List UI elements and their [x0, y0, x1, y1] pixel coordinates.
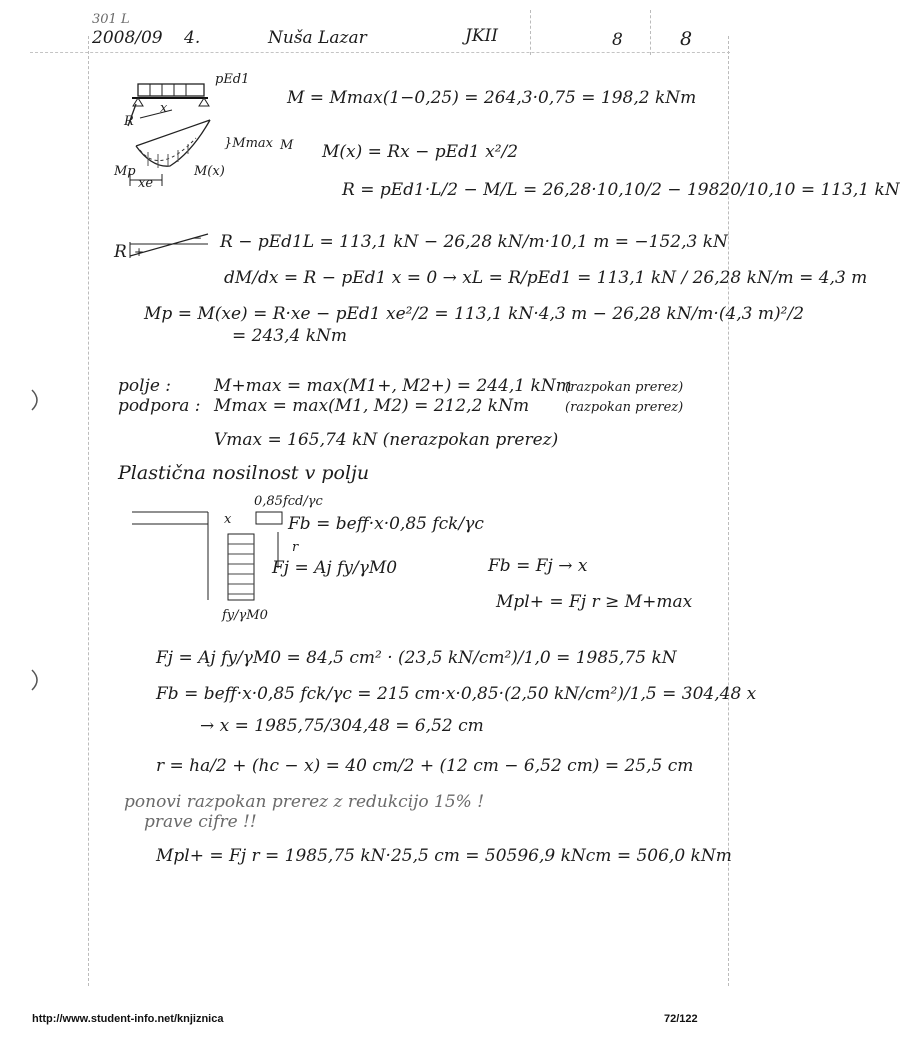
label-podpora: podpora : — [118, 396, 201, 416]
design-shear-max: Vmax = 165,74 kN (nerazpokan prerez) — [214, 430, 559, 450]
margin-line-right — [728, 36, 729, 986]
note-support-cracked: (razpokan prerez) — [565, 400, 684, 415]
equation-m-of-x: M(x) = Rx − pEd1 x²/2 — [322, 142, 519, 162]
header-points-2: 8 — [680, 28, 693, 50]
section-heading: Plastična nosilnost v polju — [118, 462, 370, 484]
moment-baseline — [136, 120, 210, 146]
diagram-mmax-label: }Mmax — [224, 136, 273, 151]
calc-fj: Fj = Aj fy/γM0 = 84,5 cm² · (23,5 kN/cm²)/1,0 = 1985,75 kN — [156, 648, 677, 668]
diagram-reaction-label: R — [124, 114, 134, 129]
equation-mp-result: = 243,4 kNm — [232, 326, 348, 346]
equation-shear-end: R − pEd1L = 113,1 kN − 26,28 kN/m·10,1 m = −152,3 kN — [220, 232, 728, 252]
moment-curve — [136, 120, 210, 166]
diagram-xe-label: xe — [138, 176, 154, 191]
shear-minus-sign: − — [192, 231, 203, 245]
shear-plus-sign: + — [134, 245, 145, 259]
equation-mp: Mp = M(xe) = R·xe − pEd1 xe²/2 = 113,1 kN·4,3 m − 26,28 kN/m·(4,3 m)²/2 — [144, 304, 805, 324]
calc-x: → x = 1985,75/304,48 = 6,52 cm — [200, 716, 484, 736]
section-mpl-condition: Mpl+ = Fj r ≥ M+max — [496, 592, 693, 612]
binding-marks — [28, 380, 48, 800]
section-fy-bottom: fy/γM0 — [222, 608, 268, 623]
binding-mark-1 — [32, 390, 37, 410]
shear-r-label: R — [114, 242, 127, 262]
calc-mpl: Mpl+ = Fj r = 1985,75 kN·25,5 cm = 50596,9 kNcm = 506,0 kNm — [156, 846, 732, 866]
diagram-load-label: pEd1 — [215, 72, 250, 87]
support-right — [199, 98, 209, 106]
equation-m-reduced: M = Mmax(1−0,25) = 264,3·0,75 = 198,2 kNm — [287, 88, 697, 108]
design-moment-field: M+max = max(M1+, M2+) = 244,1 kNm — [214, 376, 572, 396]
equation-zero-shear: dM/dx = R − pEd1 x = 0 → xL = R/pEd1 = 113,1 kN / 26,28 kN/m = 4,3 m — [224, 268, 868, 288]
equation-reaction: R = pEd1·L/2 − M/L = 26,28·10,10/2 − 19820/10,10 = 113,1 kN — [342, 180, 900, 200]
support-left — [133, 98, 143, 106]
header-rule — [30, 52, 730, 53]
header-corner: 301 L — [92, 12, 130, 27]
note-field-cracked: (razpokan prerez) — [565, 380, 684, 395]
section-r-label: r — [292, 540, 299, 555]
calc-lever-arm: r = ha/2 + (hc − x) = 40 cm/2 + (12 cm − 6,52 cm) = 25,5 cm — [156, 756, 694, 776]
note-redo-reduction: ponovi razpokan prerez z redukcijo 15% ! — [124, 792, 485, 812]
header-divider-1 — [530, 10, 531, 55]
footer-url[interactable]: http://www.student-info.net/knjiznica — [32, 1013, 224, 1025]
distributed-load — [138, 84, 204, 96]
section-fj: Fj = Aj fy/γM0 — [272, 558, 398, 578]
section-x-label: x — [224, 512, 232, 527]
footer-page-number: 72/122 — [664, 1013, 698, 1025]
design-moment-support: Mmax = max(M1, M2) = 212,2 kNm — [214, 396, 530, 416]
margin-line-left — [88, 36, 89, 986]
header-number: 4. — [184, 28, 201, 48]
section-fb: Fb = beff·x·0,85 fck/γc — [288, 514, 484, 534]
header-divider-2 — [650, 10, 651, 55]
diagram-mx-label: M(x) — [194, 164, 225, 179]
diagram-mp-label: Mp — [114, 164, 136, 179]
binding-mark-2 — [32, 670, 37, 690]
calc-fb: Fb = beff·x·0,85 fck/γc = 215 cm·x·0,85·(2,50 kN/cm²)/1,5 = 304,48 x — [156, 684, 757, 704]
label-polje: polje : — [118, 376, 172, 396]
diagram-m-label: M — [280, 138, 294, 153]
section-fc-top: 0,85fcd/γc — [254, 494, 323, 509]
shear-diagram — [112, 228, 212, 268]
header-author: Nuša Lazar — [268, 28, 367, 48]
note-real-numbers: prave cifre !! — [144, 812, 257, 832]
header-group: JKII — [465, 26, 498, 46]
header-points-1: 8 — [612, 30, 623, 50]
stress-block-concrete — [256, 512, 282, 524]
header-year: 2008/09 — [92, 28, 163, 48]
diagram-x-label: x — [160, 101, 168, 116]
section-balance: Fb = Fj → x — [488, 556, 588, 576]
